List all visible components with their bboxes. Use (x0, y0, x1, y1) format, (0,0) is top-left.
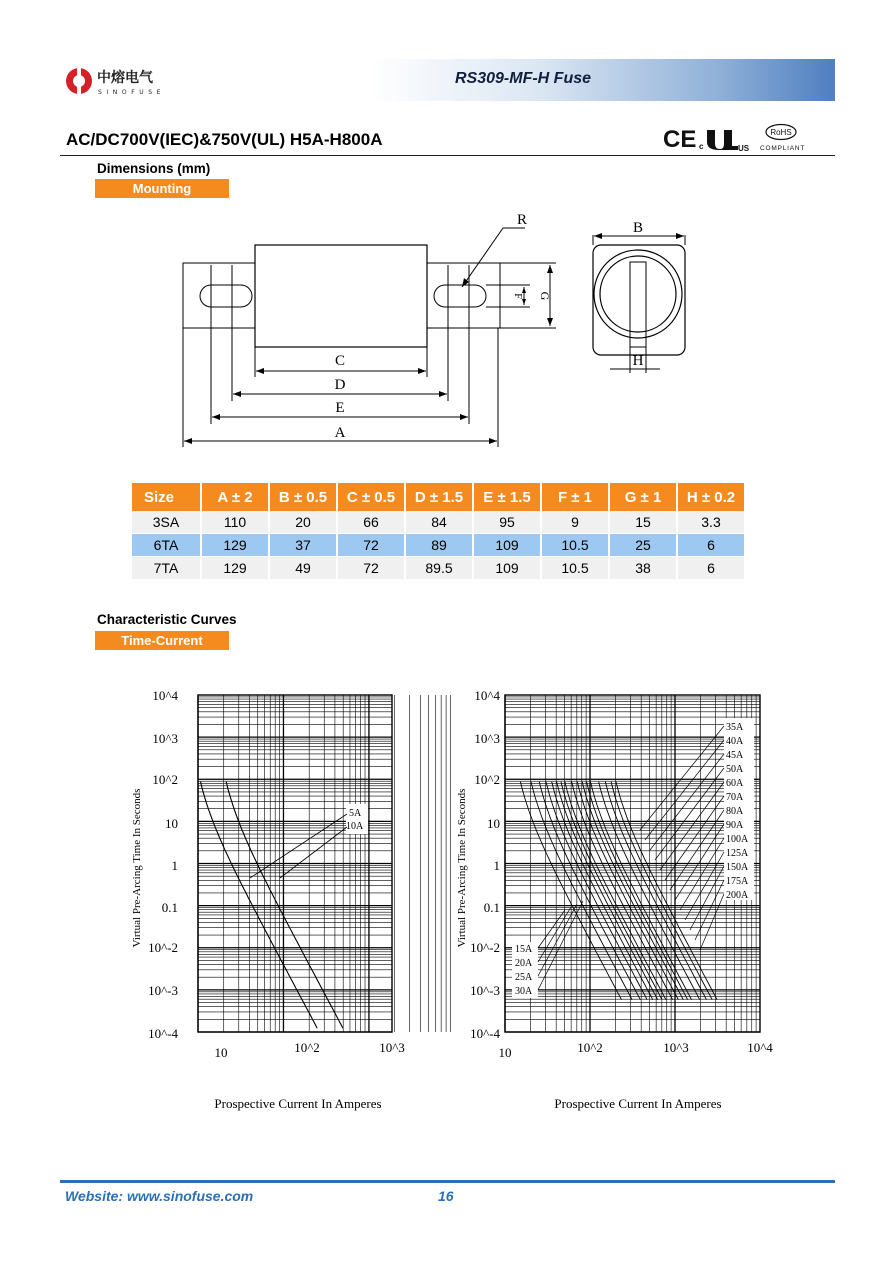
table-cell: 89.5 (406, 557, 472, 580)
table-cell: 38 (610, 557, 676, 580)
table-cell: 110 (202, 511, 268, 534)
left-y-axis-label: Virtual Pre-Arcing Time In Seconds (131, 788, 143, 948)
mounting-drawing (170, 205, 700, 455)
dim-label-c: C (334, 353, 346, 369)
table-cell: 72 (338, 557, 404, 580)
table-header-row (132, 483, 744, 511)
table-header: D ± 1.5 (406, 483, 472, 511)
time-current-charts (120, 680, 800, 1120)
left-rating-label: 5A (349, 808, 362, 819)
svg-text:COMPLIANT: COMPLIANT (760, 145, 806, 152)
right-y-tick: 10^3 (474, 731, 500, 746)
dim-label-r: R (516, 212, 528, 228)
table-cell: 84 (406, 511, 472, 534)
left-y-tick: 10^-4 (148, 1026, 178, 1041)
right-rating-label: 50A (726, 764, 744, 775)
right-x-tick: 10^4 (747, 1040, 773, 1055)
right-rating-label: 70A (726, 792, 744, 803)
table-cell: 7TA (132, 557, 200, 580)
right-rating-label: 175A (726, 876, 749, 887)
right-rating-label: 20A (515, 958, 533, 969)
right-rating-label: 125A (726, 848, 749, 859)
table-row (132, 511, 744, 534)
right-x-tick: 10^3 (663, 1040, 689, 1055)
table-cell: 15 (610, 511, 676, 534)
table-cell: 72 (338, 534, 404, 557)
dim-label-b: B (632, 220, 644, 236)
right-x-tick: 10^2 (577, 1040, 603, 1055)
logo-brand-cn: 中熔电气 (97, 70, 153, 86)
dim-label-d: D (334, 377, 346, 393)
table-header: F ± 1 (542, 483, 608, 511)
right-y-tick: 10 (487, 816, 500, 831)
time-current-tag: Time-Current (95, 631, 229, 650)
dim-label-a: A (334, 425, 346, 441)
table-cell: 129 (202, 534, 268, 557)
left-y-tick: 10^2 (152, 772, 178, 787)
table-cell: 10.5 (542, 534, 608, 557)
ul-mark-icon (707, 130, 738, 150)
right-rating-label: 15A (515, 944, 533, 955)
right-y-tick: 10^2 (474, 772, 500, 787)
table-cell: 9 (542, 511, 608, 534)
page-number: 16 (438, 1188, 454, 1204)
table-cell: 6 (678, 557, 744, 580)
svg-text:c: c (699, 142, 704, 151)
table-cell: 109 (474, 534, 540, 557)
right-rating-label: 90A (726, 820, 744, 831)
right-rating-label: 40A (726, 736, 744, 747)
table-header: H ± 0.2 (678, 483, 744, 511)
right-rating-label: 80A (726, 806, 744, 817)
table-cell: 89 (406, 534, 472, 557)
right-rating-label: 35A (726, 722, 744, 733)
dim-label-f: F (512, 293, 523, 299)
right-y-tick: 0.1 (483, 900, 500, 915)
table-cell: 10.5 (542, 557, 608, 580)
table-cell: 20 (270, 511, 336, 534)
table-cell: 129 (202, 557, 268, 580)
table-cell: 3SA (132, 511, 200, 534)
table-cell: 25 (610, 534, 676, 557)
table-cell: 95 (474, 511, 540, 534)
table-cell: 3.3 (678, 511, 744, 534)
dimensions-title: Dimensions (mm) (97, 161, 211, 176)
left-y-tick: 10^-2 (148, 940, 178, 955)
left-x-tick: 10^2 (294, 1040, 320, 1055)
table-cell: 37 (270, 534, 336, 557)
left-y-tick: 1 (171, 858, 178, 873)
table-header: A ± 2 (202, 483, 268, 511)
dim-label-h: H (632, 353, 644, 369)
table-cell: 6TA (132, 534, 200, 557)
right-rating-label: 60A (726, 778, 744, 789)
left-y-tick: 0.1 (161, 900, 178, 915)
product-subtitle: AC/DC700V(IEC)&750V(UL) H5A-H800A (66, 130, 383, 149)
dim-label-e: E (335, 400, 345, 416)
right-x-axis-label: Prospective Current In Amperes (554, 1096, 722, 1111)
table-cell: 109 (474, 557, 540, 580)
right-y-tick: 10^4 (474, 688, 500, 703)
sinofuse-logo (64, 64, 184, 98)
right-y-tick: 1 (493, 858, 500, 873)
right-rating-label: 100A (726, 834, 749, 845)
right-y-tick: 10^-3 (470, 983, 500, 998)
table-cell: 66 (338, 511, 404, 534)
right-y-tick: 10^-2 (470, 940, 500, 955)
right-x-tick: 10 (498, 1045, 512, 1060)
footer-divider (60, 1180, 835, 1183)
right-rating-label: 45A (726, 750, 744, 761)
left-y-tick: 10^-3 (148, 983, 178, 998)
table-cell: 6 (678, 534, 744, 557)
right-y-tick: 10^-4 (470, 1026, 500, 1041)
mounting-tag: Mounting (95, 179, 229, 198)
table-header: B ± 0.5 (270, 483, 336, 511)
dim-label-g: G (538, 291, 552, 301)
left-y-tick: 10 (165, 816, 178, 831)
left-y-tick: 10^4 (152, 688, 178, 703)
certification-logos (663, 122, 813, 156)
left-rating-label: 10A (346, 821, 364, 832)
curves-title: Characteristic Curves (97, 612, 237, 627)
left-y-tick: 10^3 (152, 731, 178, 746)
table-header: Size (132, 483, 200, 511)
dimensions-table (130, 483, 746, 580)
left-x-tick: 10^3 (379, 1040, 405, 1055)
document-title: RS309-MF-H Fuse (455, 70, 592, 87)
footer-website[interactable]: Website: www.sinofuse.com (65, 1188, 254, 1204)
svg-text:US: US (738, 144, 750, 153)
table-header: C ± 0.5 (338, 483, 404, 511)
table-row (132, 534, 744, 557)
table-cell: 49 (270, 557, 336, 580)
right-rating-label: 200A (726, 890, 749, 901)
right-rating-label: 30A (515, 986, 533, 997)
right-y-axis-label: Virtual Pre-Arcing Time In Seconds (456, 788, 468, 948)
right-rating-label: 25A (515, 972, 533, 983)
logo-brand-en: SINOFUSE (98, 89, 166, 96)
table-row (132, 557, 744, 580)
svg-text:RoHS: RoHS (770, 128, 792, 137)
ce-mark-icon: CE (663, 126, 697, 153)
table-header: G ± 1 (610, 483, 676, 511)
left-x-tick: 10 (214, 1045, 228, 1060)
left-x-axis-label: Prospective Current In Amperes (214, 1096, 382, 1111)
subtitle-divider (60, 155, 835, 156)
right-rating-label: 150A (726, 862, 749, 873)
table-header: E ± 1.5 (474, 483, 540, 511)
